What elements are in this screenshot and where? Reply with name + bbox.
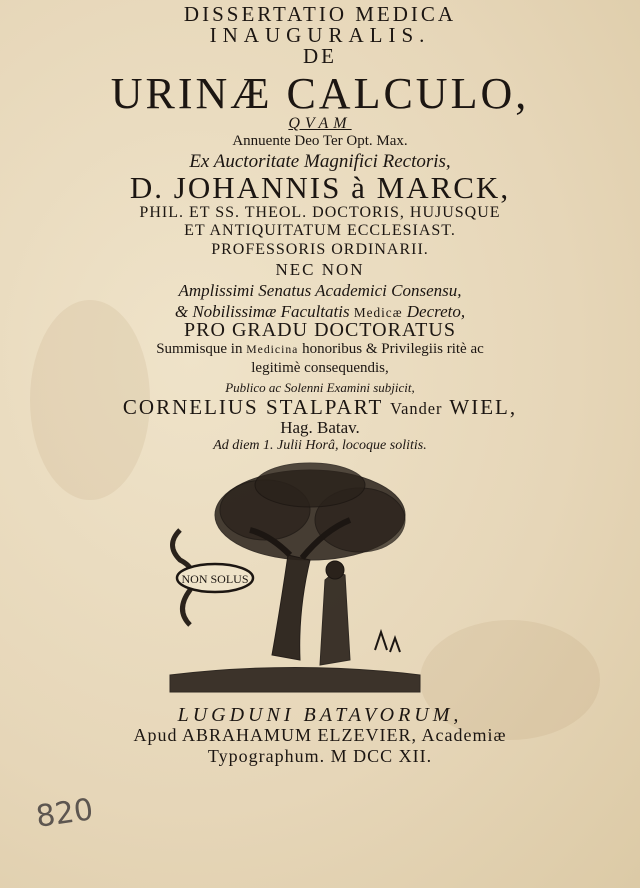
- wiel-word: WIEL,: [442, 395, 518, 419]
- rector-title-3: PROFESSORIS ORDINARII.: [211, 241, 429, 258]
- pro-gradu: PRO GRADU DOCTORATUS: [184, 319, 456, 341]
- legitime-line: legitimè consequendis,: [251, 360, 389, 376]
- senatus-line: Amplissimi Senatus Academici Consensu,: [178, 281, 462, 300]
- auctoritate-line: Ex Auctoritate Magnifici Rectoris,: [189, 151, 451, 172]
- hag-batav: Hag. Batav.: [280, 418, 360, 437]
- rector-title-2: ET ANTIQUITATUM ECCLESIAST.: [184, 222, 456, 239]
- imprint-date: Typographum. M DCC XII.: [207, 746, 433, 766]
- decreto-text: Decreto,: [402, 302, 466, 321]
- heading-dissertatio: DISSERTATIO MEDICA: [183, 2, 457, 26]
- main-title: URINÆ CALCULO,: [110, 69, 530, 118]
- author-line: [0, 397, 640, 418]
- honoribus-text: honoribus & Privilegiis ritè ac: [298, 341, 484, 357]
- author-name: CORNELIUS STALPART: [122, 395, 391, 419]
- quam-line: QVAM: [288, 115, 352, 132]
- heading-de: DE: [303, 44, 337, 68]
- summisque-line: [0, 342, 640, 357]
- handwritten-note: 820: [33, 792, 96, 835]
- printers-device-woodcut: [160, 460, 430, 700]
- examini-line: Publico ac Solenni Examini subjicit,: [225, 380, 415, 395]
- medicae-word: Medicæ: [353, 305, 403, 320]
- rector-name: D. JOHANNIS à MARCK,: [129, 170, 511, 205]
- vander-word: Vander: [390, 399, 443, 418]
- imprint-place: LUGDUNI BATAVORUM,: [177, 704, 463, 726]
- rector-title-1: PHIL. ET SS. THEOL. DOCTORIS, HUJUSQUE: [139, 204, 501, 221]
- medicina-word: Medicina: [246, 343, 299, 356]
- summisque-text: Summisque in: [156, 341, 247, 357]
- ad-diem-line: Ad diem 1. Julii Horâ, locoque solitis.: [213, 438, 427, 453]
- imprint-printer: Apud ABRAHAMUM ELZEVIER, Academiæ: [133, 725, 507, 745]
- facultatis-line: [0, 303, 640, 320]
- heading-inauguralis: INAUGURALIS.: [209, 23, 431, 47]
- nec-non: NEC NON: [275, 260, 365, 279]
- emblem-motto: NON SOLUS: [181, 572, 249, 586]
- facultatis-text: & Nobilissimæ Facultatis: [174, 302, 354, 321]
- annuente-line: Annuente Deo Ter Opt. Max.: [232, 133, 408, 149]
